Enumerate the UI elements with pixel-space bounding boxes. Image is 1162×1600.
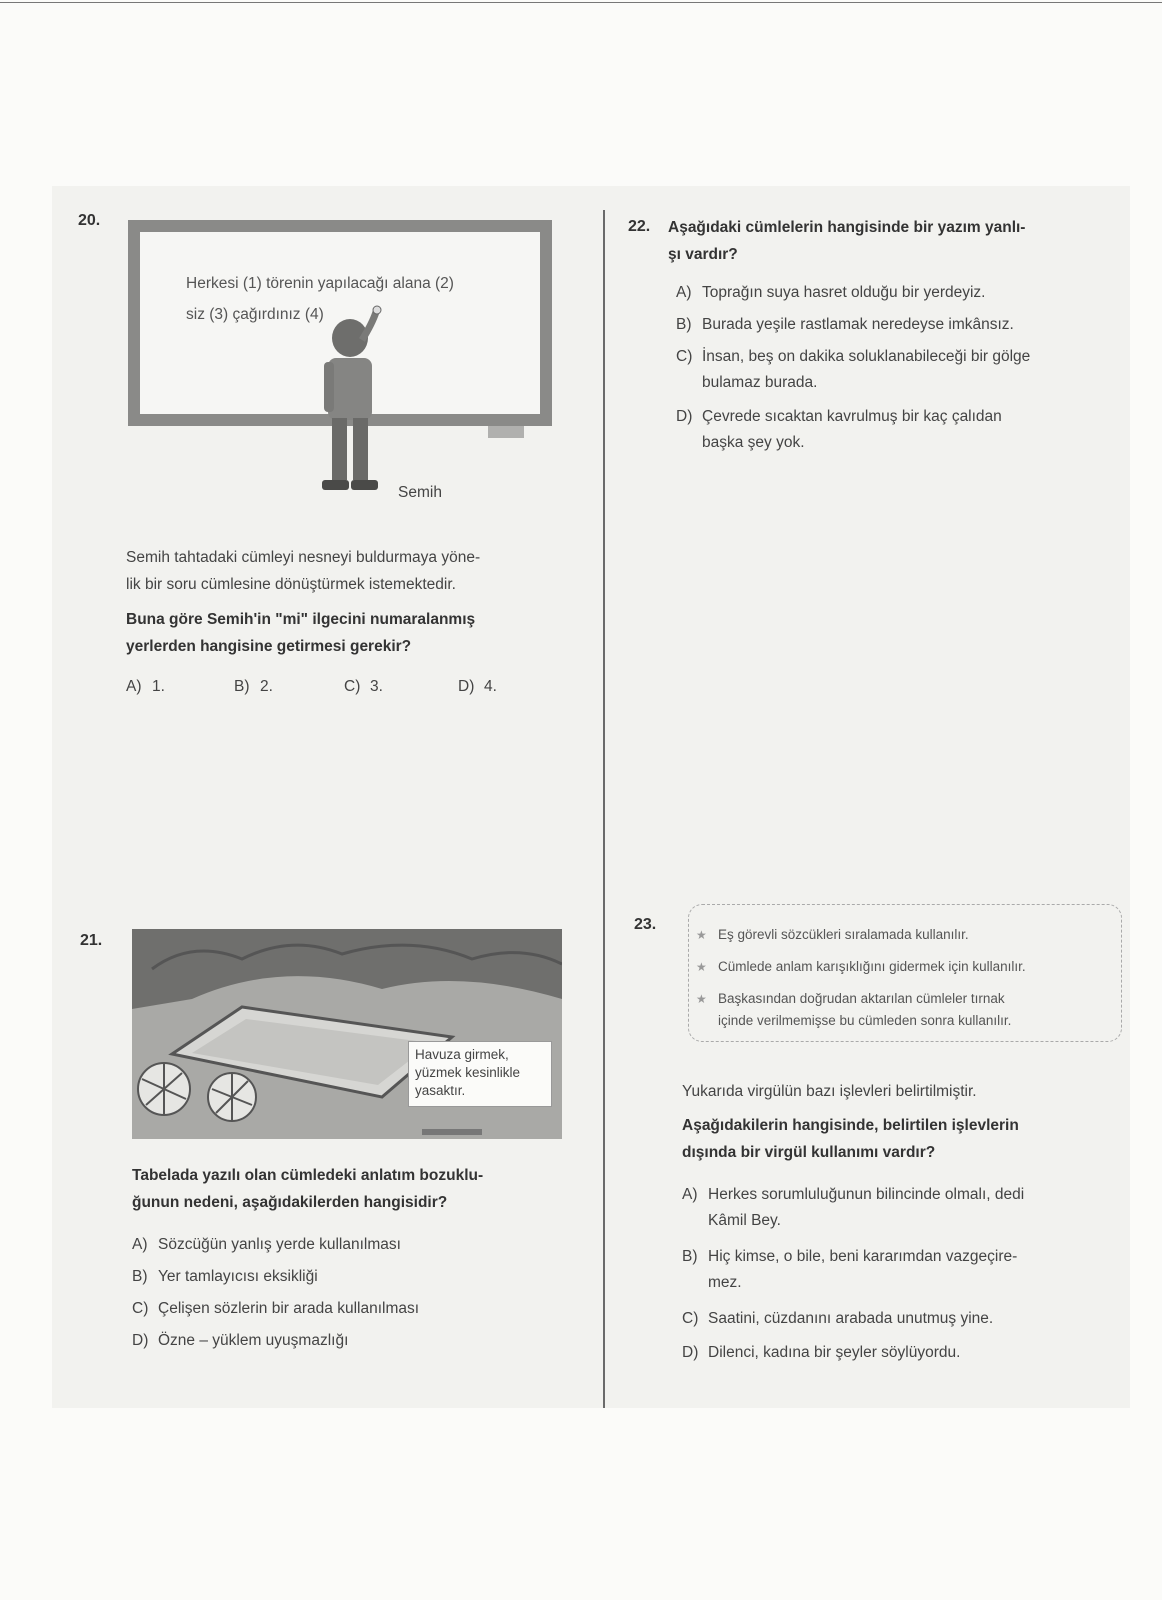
option-letter: D) (458, 678, 475, 695)
bullet-2-text: Cümlede anlam karışıklığını gidermek için kullanılır. (718, 959, 1026, 974)
q23-stem: Yukarıda virgülün bazı işlevleri belirtilmiştir. (682, 1083, 977, 1100)
chalkboard-line-1: Herkesi (1) törenin yapılacağı alana (2) (186, 275, 454, 292)
star-icon: ★ (696, 960, 707, 974)
option-text-cont: bulamaz burada. (702, 374, 818, 391)
option-text: 3. (370, 678, 383, 695)
option-letter: D) (676, 408, 693, 425)
bullet-3-text-cont: içinde verilmemişse bu cümleden sonra kullanılır. (718, 1013, 1012, 1028)
q22-number: 22. (628, 218, 651, 235)
option-text: Sözcüğün yanlış yerde kullanılması (158, 1236, 401, 1253)
option-text: Toprağın suya hasret olduğu bir yerdeyiz. (702, 284, 986, 301)
q23-question-line-2: dışında bir virgül kullanımı vardır? (682, 1144, 936, 1161)
bullet-1 (696, 924, 969, 946)
q22-question-line-1: Aşağıdaki cümlelerin hangisinde bir yazım yanlı- (668, 219, 1026, 236)
option-letter: B) (676, 316, 692, 333)
option-text: 4. (484, 678, 497, 695)
q21-question-line-1: Tabelada yazılı olan cümledeki anlatım bozuklu- (132, 1167, 484, 1184)
option-text: İnsan, beş on dakika soluklanabileceği bir gölge (702, 348, 1031, 365)
option-text-cont: mez. (708, 1274, 742, 1291)
option-letter: A) (676, 284, 692, 301)
top-edge-line (0, 2, 1162, 3)
q21-number: 21. (80, 932, 103, 949)
q23-option-c[interactable] (682, 1306, 993, 1332)
star-icon: ★ (696, 992, 707, 1006)
option-text: Hiç kimse, o bile, beni kararımdan vazgeçire- (708, 1248, 1018, 1265)
q21-option-b[interactable] (132, 1264, 318, 1290)
q20-option-b[interactable] (234, 674, 273, 700)
option-letter: A) (126, 678, 142, 695)
option-letter: A) (132, 1236, 148, 1253)
pool-sign (408, 1041, 552, 1107)
option-text: Dilenci, kadına bir şeyler söylüyordu. (708, 1344, 961, 1361)
sign-line-3: yasaktır. (415, 1083, 466, 1098)
bullet-3-text: Başkasından doğrudan aktarılan cümleler tırnak (718, 991, 1005, 1006)
q20-option-c[interactable] (344, 674, 383, 700)
option-text: 1. (152, 678, 165, 695)
option-text: Yer tamlayıcısı eksikliği (158, 1268, 318, 1285)
bullet-1-text: Eş görevli sözcükleri sıralamada kullanılır. (718, 927, 969, 942)
q20-option-a[interactable] (126, 674, 165, 700)
option-text: Saatini, cüzdanını arabada unutmuş yine. (708, 1310, 994, 1327)
option-letter: B) (234, 678, 250, 695)
option-letter: D) (682, 1344, 699, 1361)
q23-number: 23. (634, 916, 657, 933)
q20-option-d[interactable] (458, 674, 497, 700)
q23-option-d[interactable] (682, 1340, 960, 1366)
q20-question-line-1: Buna göre Semih'in "mi" ilgecini numaralanmış (126, 611, 476, 628)
q21-option-a[interactable] (132, 1232, 401, 1258)
option-letter: C) (682, 1310, 699, 1327)
bullet-3 (696, 988, 1012, 1032)
q20-stem-line-2: lik bir soru cümlesine dönüştürmek istemektedir. (126, 576, 456, 593)
star-icon: ★ (696, 928, 707, 942)
option-letter: B) (132, 1268, 148, 1285)
pool-illustration-icon (132, 929, 562, 1139)
q21-option-d[interactable] (132, 1328, 348, 1354)
chalkboard-line-2: siz (3) çağırdınız (4) (186, 306, 324, 323)
q21-option-c[interactable] (132, 1296, 419, 1322)
q21-question-line-2: ğunun nedeni, aşağıdakilerden hangisidir? (132, 1194, 448, 1211)
option-letter: A) (682, 1186, 698, 1203)
option-text: Çevrede sıcaktan kavrulmuş bir kaç çalıdan (702, 408, 1002, 425)
option-text: Burada yeşile rastlamak neredeyse imkânsız. (702, 316, 1014, 333)
sign-line-2: yüzmek kesinlikle (415, 1065, 521, 1080)
q23-option-a[interactable] (682, 1182, 1024, 1234)
chalk-tray (488, 426, 524, 438)
figure-label: Semih (398, 484, 442, 501)
option-letter: C) (344, 678, 361, 695)
bullet-2 (696, 956, 1026, 978)
boy-writing-icon (300, 300, 400, 505)
q22-option-b[interactable] (676, 312, 1014, 338)
option-letter: B) (682, 1248, 698, 1265)
q20-stem-line-1: Semih tahtadaki cümleyi nesneyi buldurmaya yöne- (126, 549, 481, 566)
option-text: Çelişen sözlerin bir arada kullanılması (158, 1300, 420, 1317)
option-text: Özne – yüklem uyuşmazlığı (158, 1332, 349, 1349)
option-text: 2. (260, 678, 273, 695)
q22-option-d[interactable] (676, 404, 1002, 456)
option-letter: D) (132, 1332, 149, 1349)
column-divider (603, 210, 605, 1408)
option-text-cont: Kâmil Bey. (708, 1212, 781, 1229)
sign-line-1: Havuza girmek, (415, 1047, 509, 1062)
q20-number: 20. (78, 212, 101, 229)
option-letter: C) (676, 348, 693, 365)
q20-question-line-2: yerlerden hangisine getirmesi gerekir? (126, 638, 412, 655)
q22-option-a[interactable] (676, 280, 985, 306)
option-letter: C) (132, 1300, 149, 1317)
q23-question-line-1: Aşağıdakilerin hangisinde, belirtilen işlevlerin (682, 1117, 1019, 1134)
q22-question-line-2: şı vardır? (668, 246, 738, 263)
option-text: Herkes sorumluluğunun bilincinde olmalı, dedi (708, 1186, 1025, 1203)
option-text-cont: başka şey yok. (702, 434, 805, 451)
q22-option-c[interactable] (676, 344, 1030, 396)
q23-option-b[interactable] (682, 1244, 1017, 1296)
